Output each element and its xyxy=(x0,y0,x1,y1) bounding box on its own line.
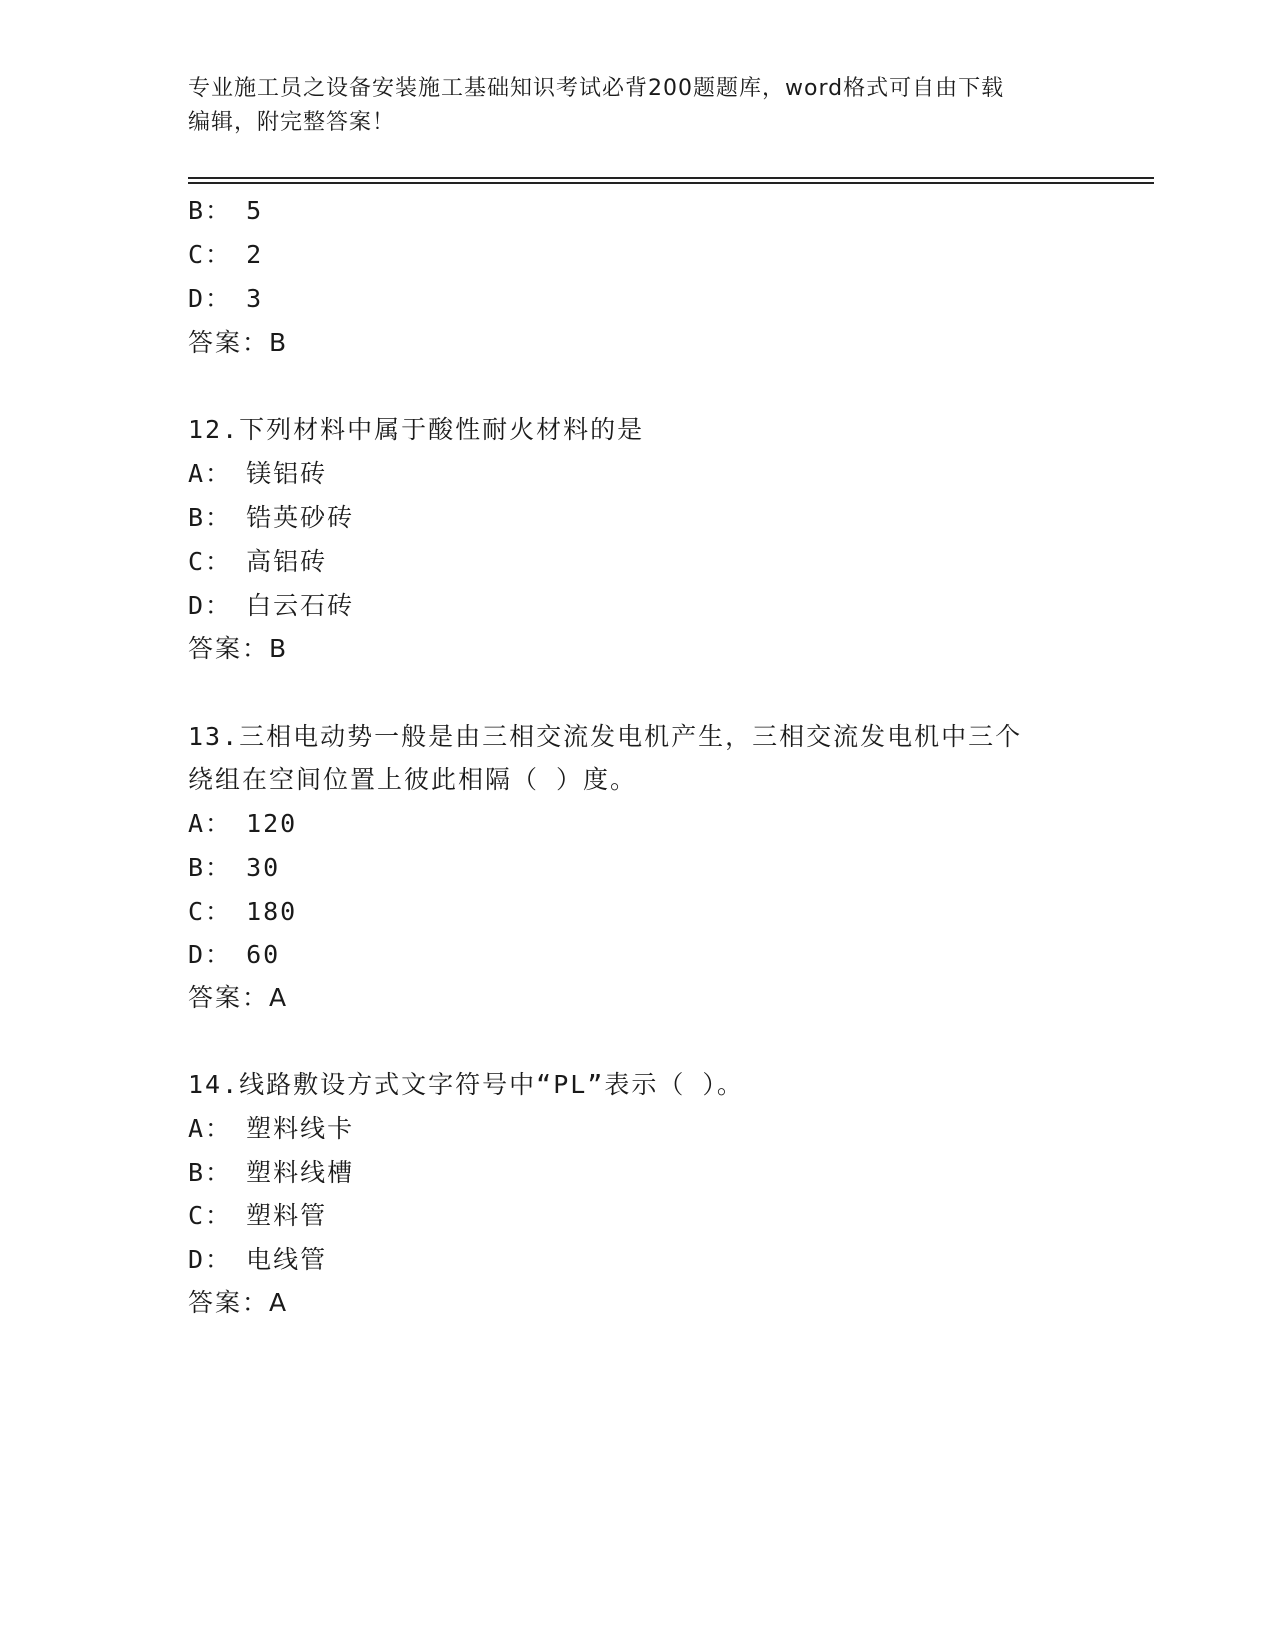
option-key: C： xyxy=(188,240,233,269)
option-line xyxy=(188,1158,354,1188)
option-key: C： xyxy=(188,897,233,926)
option-text: 塑料管 xyxy=(246,1201,328,1230)
option-text: 锆英砂砖 xyxy=(246,503,355,532)
option-key: D： xyxy=(188,591,233,620)
option-key: A： xyxy=(188,1114,233,1143)
question-stem: 12.下列材料中属于酸性耐火材料的是 xyxy=(188,415,645,444)
option-key: C： xyxy=(188,547,233,576)
option-line xyxy=(188,809,297,839)
option-text: 电线管 xyxy=(246,1245,328,1274)
option-line xyxy=(188,591,354,621)
option-key: B： xyxy=(188,503,233,532)
option-line xyxy=(188,503,354,533)
header-line-2: 编辑，附完整答案！ xyxy=(188,110,396,135)
answer-line: 答案：B xyxy=(188,328,289,357)
option-line xyxy=(188,547,327,577)
option-key: D： xyxy=(188,940,233,969)
question-stem: 13.三相电动势一般是由三相交流发电机产生，三相交流发电机中三个 xyxy=(188,722,1023,751)
option-line xyxy=(188,196,263,226)
answer-line: 答案：A xyxy=(188,1288,289,1317)
option-text: 3 xyxy=(246,284,264,313)
option-line xyxy=(188,459,327,489)
option-text: 60 xyxy=(246,940,281,969)
option-line xyxy=(188,284,263,314)
option-text: 180 xyxy=(246,897,298,926)
option-line xyxy=(188,240,263,270)
header-line-1: 专业施工员之设备安装施工基础知识考试必背200题题库，word格式可自由下载 xyxy=(188,76,1005,101)
option-line xyxy=(188,1201,327,1231)
option-key: B： xyxy=(188,853,233,882)
answer-line: 答案：A xyxy=(188,983,289,1012)
header-divider-bottom xyxy=(188,182,1154,184)
option-text: 镁铝砖 xyxy=(246,459,328,488)
option-text: 高铝砖 xyxy=(246,547,328,576)
question-stem: 14.线路敷设方式文字符号中“PL”表示（ ）。 xyxy=(188,1070,744,1099)
option-text: 5 xyxy=(246,196,264,225)
option-text: 2 xyxy=(246,240,264,269)
option-line xyxy=(188,897,297,927)
option-text: 白云石砖 xyxy=(246,591,355,620)
option-key: B： xyxy=(188,196,233,225)
option-key: A： xyxy=(188,809,233,838)
document-header xyxy=(188,72,1068,140)
option-text: 30 xyxy=(246,853,281,882)
option-text: 120 xyxy=(246,809,298,838)
option-key: A： xyxy=(188,459,233,488)
question-stem: 绕组在空间位置上彼此相隔（ ）度。 xyxy=(188,765,638,794)
option-line xyxy=(188,1114,354,1144)
header-divider-top xyxy=(188,177,1154,179)
option-line xyxy=(188,853,280,883)
option-key: B： xyxy=(188,1158,233,1187)
option-text: 塑料线卡 xyxy=(246,1114,355,1143)
option-key: C： xyxy=(188,1201,233,1230)
answer-line: 答案：B xyxy=(188,634,289,663)
option-text: 塑料线槽 xyxy=(246,1158,355,1187)
option-line xyxy=(188,1245,327,1275)
option-key: D： xyxy=(188,1245,233,1274)
option-key: D： xyxy=(188,284,233,313)
option-line xyxy=(188,940,280,970)
